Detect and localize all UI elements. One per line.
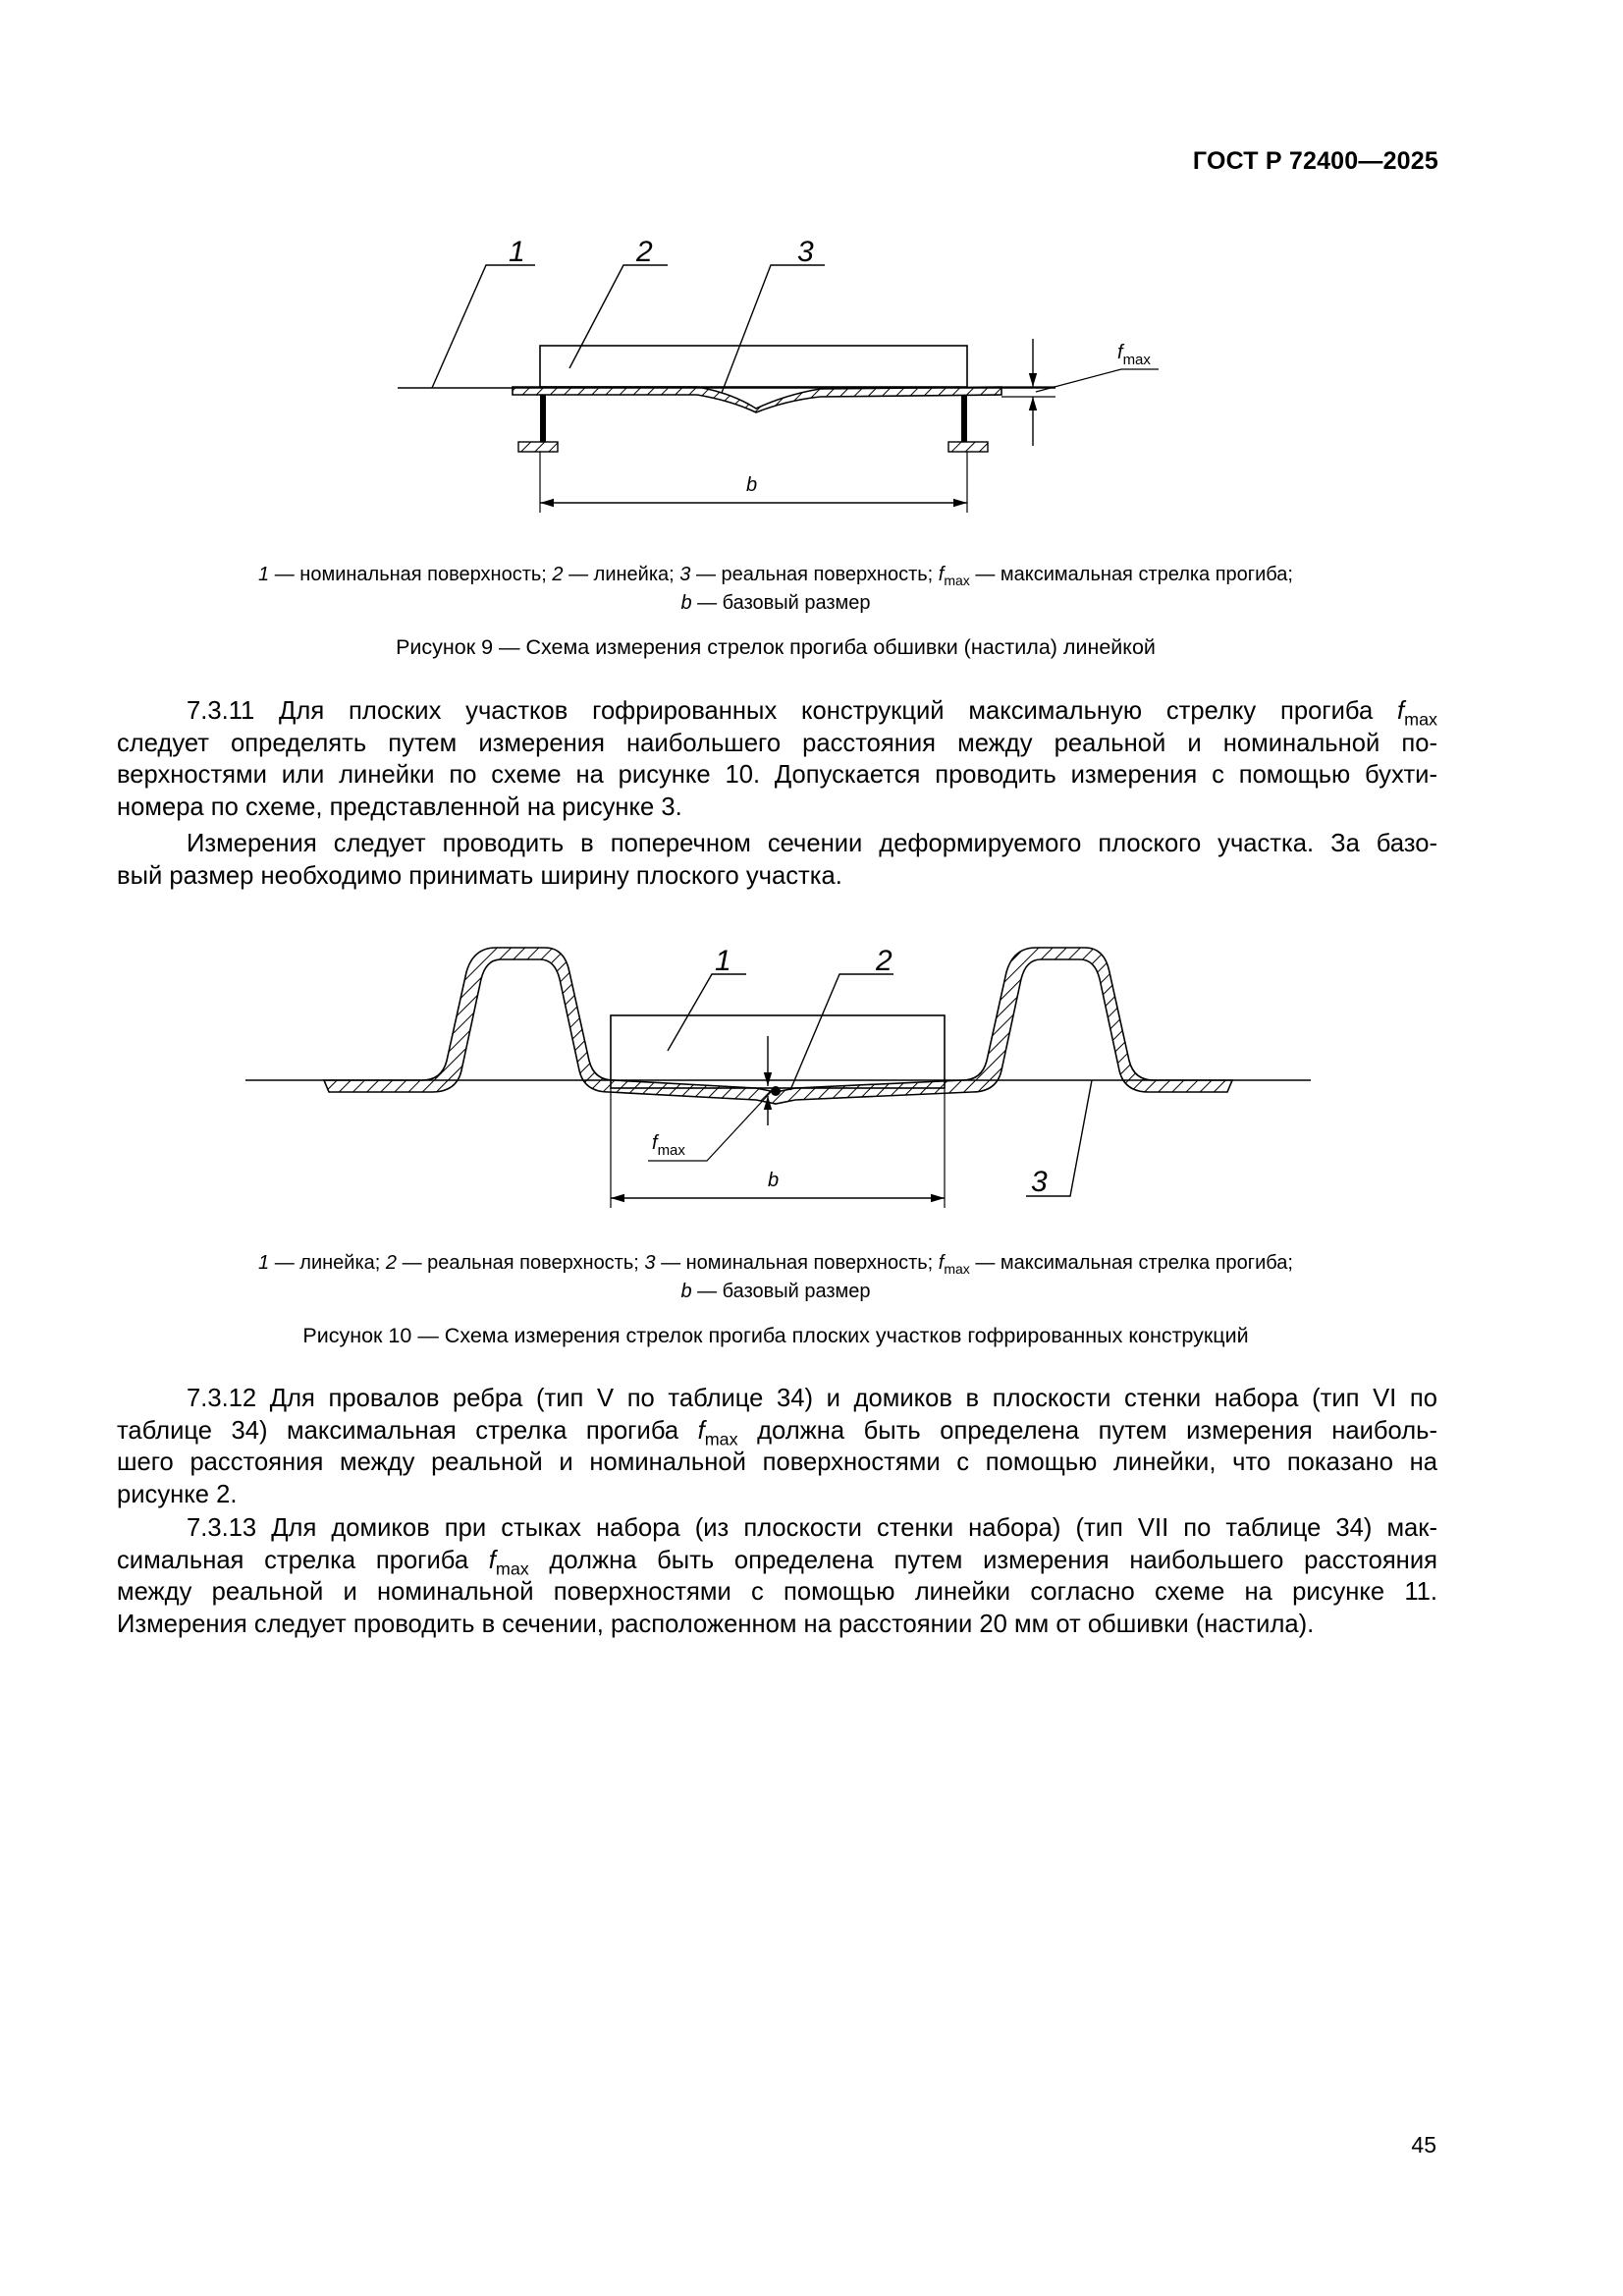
fmax-label: $f_{max}$ [1117, 342, 1151, 368]
dimension-b-label: b [746, 474, 758, 496]
page-number: 45 [1411, 2132, 1436, 2158]
callout-3: 3 [797, 236, 814, 268]
callout-2: 2 [636, 236, 653, 268]
figure-10-caption: Рисунок 10 — Схема измерения стрелок прогиба плоских участков гофрированных конструкций [302, 1324, 1249, 1347]
paragraph-7-3-12: 7.3.12 Для провалов ребра (тип V по таблице 34) и домиков в плоскости стенки набора (тип VI по таблице 34) максимальная стрелка прогиба $f_{max}$ должна быть определена путем измерения наиболь- шего расстояния между реальной и номинальной поверхностями с помощью линейки, что показано на рисунке 2. [117, 1385, 1437, 1508]
real-surface-plate [513, 387, 1001, 412]
ruler [540, 346, 967, 387]
figure-10-legend: 1 — линейка; 2 — реальная поверхность; 3 — номинальная поверхность; $f_{max}$ — максимальная стрелка прогиба; b — базовый размер [258, 1252, 1293, 1302]
figure-9-diagram [0, 216, 1623, 540]
figure-9-legend: 1 — номинальная поверхность; 2 — линейка; 3 — реальная поверхность; $f_{max}$ — максимальная стрелка прогиба; b — базовый размер [258, 564, 1293, 614]
paragraph-7-3-13: 7.3.13 Для домиков при стыках набора (из плоскости стенки набора) (тип VII по таблице 34) мак- симальная стрелка прогиба $f_{max}$ должна быть определена путем измерения наибольшего расстояния между реальной и номинальной поверхностями с помощью линейки согласно схеме на рисунке 11. Измерения следует проводить в сечении, расположенном на расстоянии 20 мм от обшивки (настила). [117, 1514, 1437, 1638]
figure-9-caption: Рисунок 9 — Схема измерения стрелок прогиба обшивки (настила) линейкой [396, 635, 1156, 659]
paragraph-measurement: Измерения следует проводить в поперечном сечении деформируемого плоского участка. За базо- вый размер необходимо принимать ширину плоского участка. [117, 830, 1437, 890]
paragraph-7-3-11: 7.3.11 Для плоских участков гофрированных конструкций максимальную стрелку прогиба $f_{max}$ следует определять путем измерения наибольшего расстояния между реальной и номинальной по- верхностями или линейки по схеме на рисунке 10. Допускается проводить измерения с помощью бухти- номера по схеме, представленной на рисунке 3. [117, 697, 1437, 821]
ruler [611, 1015, 945, 1088]
callout-2: 2 [876, 945, 893, 977]
callout-1: 1 [715, 945, 731, 977]
document-code: ГОСТ Р 72400—2025 [1192, 147, 1438, 175]
callout-3: 3 [1031, 1166, 1048, 1198]
callout-1: 1 [509, 236, 525, 268]
fmax-label: $f_{max}$ [652, 1132, 685, 1159]
figure-10-diagram [0, 923, 1623, 1228]
dimension-b-label: b [768, 1170, 780, 1191]
